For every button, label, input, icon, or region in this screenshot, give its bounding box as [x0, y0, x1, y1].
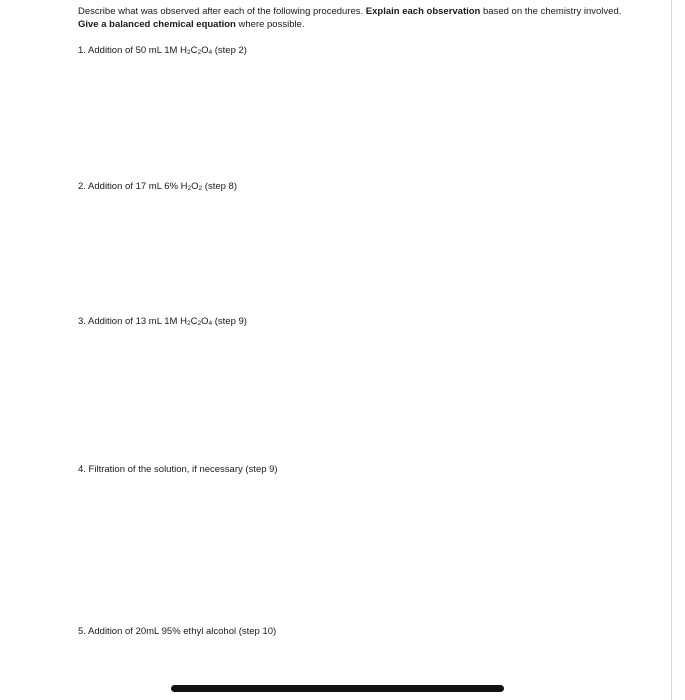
instructions-paragraph — [78, 5, 638, 31]
question-1: 1. Addition of 50 mL 1M $H_2C_2O_4$ (step 2) — [78, 45, 247, 56]
question-2: 2. Addition of 17 mL 6% $H_2O_2$ (step 8) — [78, 181, 237, 192]
instructions-bold-1: Explain each observation — [365, 6, 481, 17]
question-5: 5. Addition of 20mL 95% ethyl alcohol (step 10) — [78, 626, 277, 637]
instructions-text-3: where possible. — [235, 19, 305, 30]
home-indicator-bar[interactable] — [171, 685, 504, 692]
instructions-bold-2: Give a balanced chemical equation — [78, 19, 236, 30]
instructions-text-1: Describe what was observed after each of the following procedures. — [78, 6, 366, 17]
question-4: 4. Filtration of the solution, if necessary (step 9) — [78, 464, 278, 475]
question-3: 3. Addition of 13 mL 1M $H_2C_2O_4$ (step 9) — [78, 316, 247, 327]
instructions-text-2: based on the chemistry involved. — [480, 6, 622, 17]
